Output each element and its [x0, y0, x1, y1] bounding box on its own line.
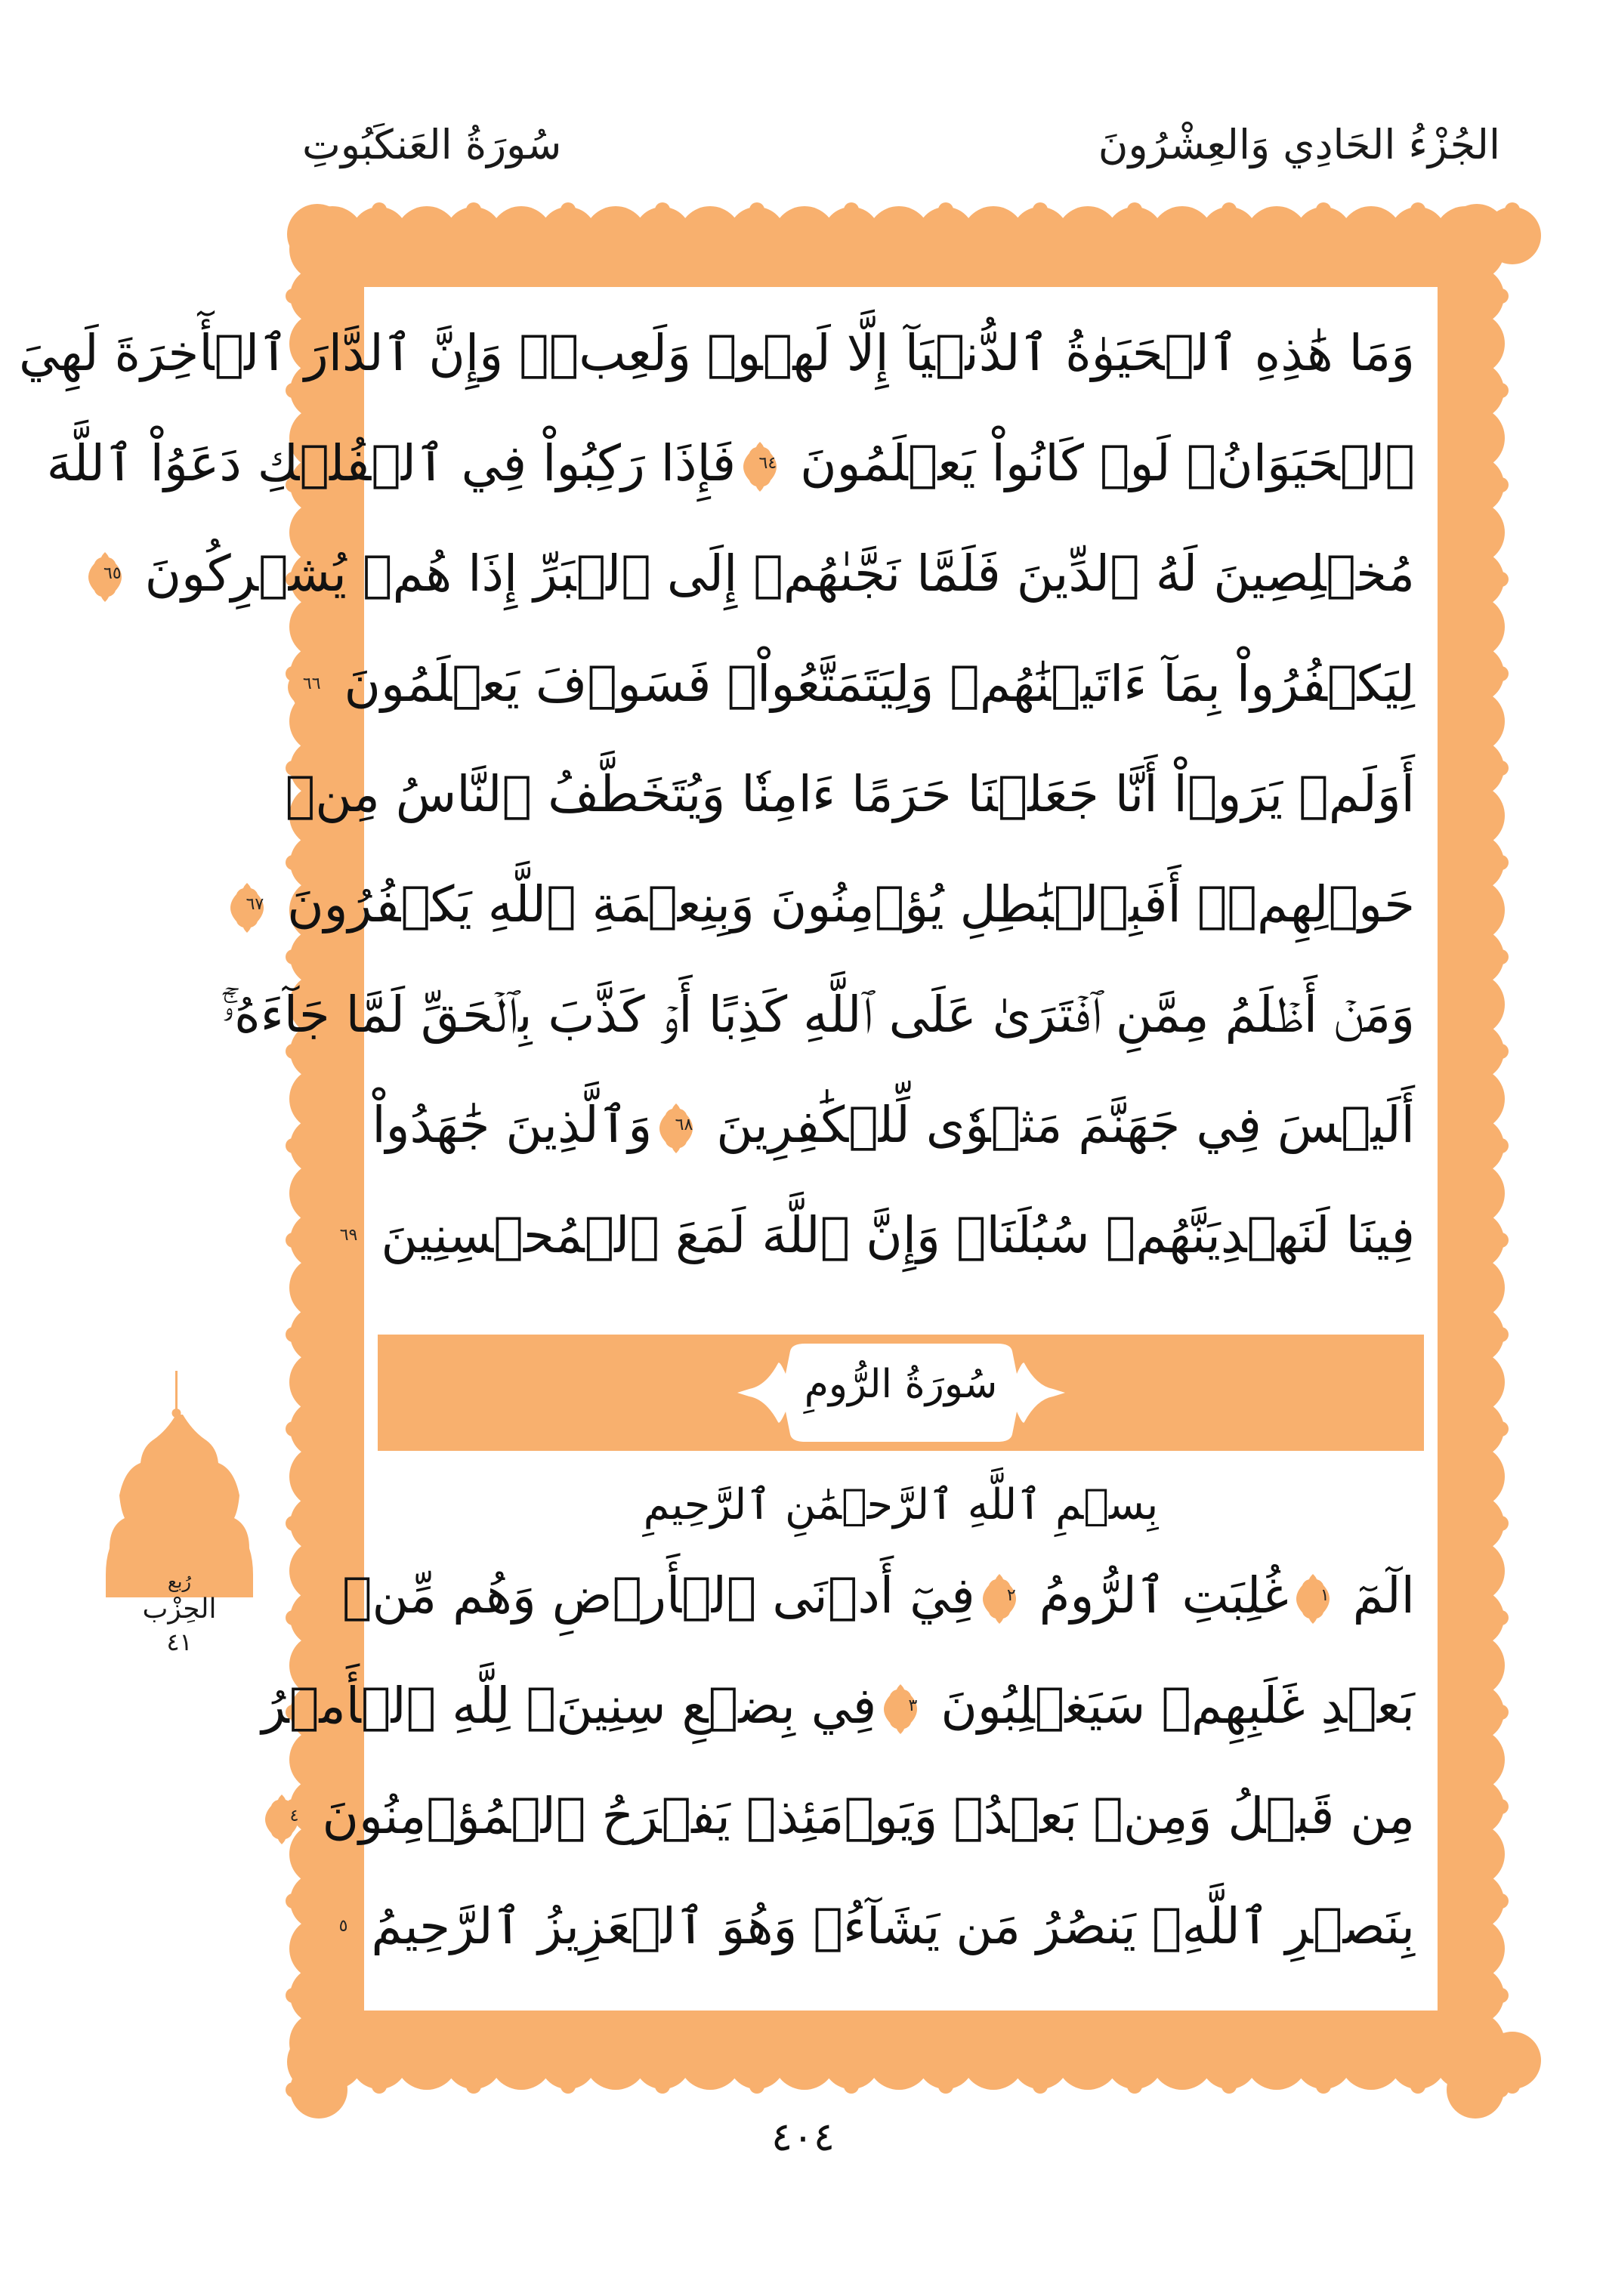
- frame-scallop: [655, 2078, 670, 2094]
- frame-scallop: [749, 2078, 764, 2094]
- frame-scallop: [938, 2078, 953, 2094]
- frame-scallop: [286, 855, 301, 870]
- verse-text: وَٱلَّذِينَ جَٰهَدُواْ: [372, 1096, 653, 1154]
- frame-scallop: [1447, 204, 1507, 264]
- frame-scallop: [1221, 202, 1237, 218]
- frame-scallop: [286, 1610, 301, 1625]
- verse-text: فِي بِضۡعِ سِنِينَۗ لِلَّهِ ٱلۡأَمۡرُ: [261, 1677, 877, 1735]
- frame-scallop: [286, 383, 301, 398]
- ayah-number: ١: [1320, 1585, 1330, 1605]
- ayah-number-marker: [88, 552, 122, 602]
- ayah-number: ٦٩: [339, 1225, 358, 1245]
- frame-scallop: [844, 202, 859, 218]
- verse-text: فَإِذَا رَكِبُواْ فِي ٱلۡفُلۡكِ دَعَوُاْ ٱللَّهَ: [46, 434, 737, 492]
- frame-scallop: [286, 289, 301, 304]
- ayah-number: ٢: [1006, 1585, 1016, 1605]
- frame-scallop: [1493, 1233, 1509, 1248]
- verse-text: مِن قَبۡلُ وَمِنۢ بَعۡدُۚ وَيَوۡمَئِذٖ يَفۡرَحُ ٱلۡمُؤۡمِنُونَ: [322, 1787, 1415, 1845]
- frame-scallop: [1493, 1138, 1509, 1153]
- frame-scallop: [1493, 1893, 1509, 1909]
- ayah-number-marker: [659, 1103, 693, 1153]
- verse-text: وَمَا هَٰذِهِ ٱلۡحَيَوٰةُ ٱلدُّنۡيَآ إِلَّا لَهۡوٞ وَلَعِبٞۚ وَإِنَّ ٱلدَّارَ ٱلۡأٓخِرَةَ لَهِيَ: [19, 324, 1415, 382]
- ayah-number: ٦٨: [675, 1115, 693, 1134]
- frame-scallop: [1493, 572, 1509, 587]
- frame-scallop: [286, 1516, 301, 1531]
- dome-icon: [106, 1371, 253, 1597]
- frame-scallop: [1493, 1610, 1509, 1625]
- ayah-number-marker: [324, 1214, 357, 1264]
- frame-scallop: [286, 1138, 301, 1153]
- frame-scallop: [1410, 202, 1425, 218]
- text-line: [261, 1677, 1415, 1735]
- frame-scallop: [1493, 1799, 1509, 1814]
- frame-scallop: [1493, 383, 1509, 398]
- verse-text: أَوَلَمۡ يَرَوۡاْ أَنَّا جَعَلۡنَا حَرَمًا ءَامِنٗا وَيُتَخَطَّفُ ٱلنَّاسُ مِنۡ: [285, 765, 1415, 823]
- ayah-number-marker: [983, 1574, 1016, 1624]
- frame-scallop: [1033, 2078, 1048, 2094]
- text-line: [302, 655, 1415, 713]
- ayah-number: ٥: [338, 1916, 348, 1936]
- text-line: [289, 1787, 1415, 1845]
- ayah-number: ٤: [289, 1806, 299, 1825]
- verse-text: بَعۡدِ غَلَبِهِمۡ سَيَغۡلِبُونَ: [940, 1677, 1415, 1735]
- text-line: [285, 765, 1415, 823]
- verse-text: مُخۡلِصِينَ لَهُ ٱلدِّينَ فَلَمَّا نَجَّىٰهُمۡ إِلَى ٱلۡبَرِّ إِذَا هُمۡ يُشۡرِكُونَ: [144, 545, 1415, 603]
- verse-text: حَوۡلِهِمۡۚ أَفَبِٱلۡبَٰطِلِ يُؤۡمِنُونَ وَبِنِعۡمَةِ ٱللَّهِ يَكۡفُرُونَ: [287, 875, 1415, 934]
- basmala: بِسۡمِ ٱللَّهِ ٱلرَّحۡمَٰنِ ٱلرَّحِيمِ: [643, 1480, 1159, 1529]
- frame-scallop: [286, 1233, 301, 1248]
- surah-title: سُورَةُ الرُّومِ: [804, 1362, 998, 1407]
- frame-scallop: [1127, 2078, 1142, 2094]
- hizb-number: ٤١: [166, 1628, 193, 1656]
- frame-scallop: [561, 2078, 576, 2094]
- ayah-number-marker: [314, 1905, 347, 1955]
- frame-scallop: [287, 2032, 347, 2092]
- surah-header-banner: [378, 1335, 1424, 1451]
- hizb-label: الحِزْب: [142, 1594, 217, 1625]
- frame-scallop: [287, 204, 347, 264]
- verse-text: الٓمٓ: [1352, 1566, 1415, 1625]
- frame-scallop: [655, 202, 670, 218]
- ayah-number-marker: [288, 662, 321, 712]
- frame-scallop: [1493, 1516, 1509, 1531]
- frame-scallop: [749, 202, 764, 218]
- frame-scallop: [286, 1988, 301, 2003]
- text-line: [46, 434, 1415, 492]
- verse-text: وَمَنۡ أَظۡلَمُ مِمَّنِ ٱفۡتَرَىٰ عَلَى ٱللَّهِ كَذِبًا أَوۡ كَذَّبَ بِٱلۡحَقِّ لَمَّا جَآءَهُۥٓۚ: [221, 986, 1415, 1044]
- ayah-number-marker: [743, 442, 777, 492]
- page-number: ٤٠٤: [771, 2115, 835, 2160]
- frame-scallop: [1493, 1705, 1509, 1720]
- frame-scallop: [1493, 1044, 1509, 1059]
- frame-scallop: [844, 2078, 859, 2094]
- ayah-number: ٣: [908, 1696, 918, 1715]
- frame-scallop: [1493, 666, 1509, 681]
- text-line: [341, 1566, 1415, 1625]
- text-line: [372, 1096, 1415, 1154]
- frame-scallop: [286, 1893, 301, 1909]
- frame-scallop: [286, 1421, 301, 1437]
- frame-scallop: [1316, 202, 1331, 218]
- frame-scallop: [561, 202, 576, 218]
- ayah-number: ٦٦: [302, 674, 321, 693]
- verse-text: أَلَيۡسَ فِي جَهَنَّمَ مَثۡوٗى لِّلۡكَٰفِرِينَ: [716, 1096, 1415, 1154]
- running-surah-title: سُورَةُ العَنكَبُوتِ: [302, 121, 562, 168]
- frame-scallop: [286, 949, 301, 964]
- frame-scallop: [1493, 477, 1509, 492]
- text-line: [19, 324, 1415, 382]
- frame-scallop: [1493, 949, 1509, 964]
- frame-scallop: [466, 202, 481, 218]
- frame-scallop: [286, 1327, 301, 1342]
- ayah-number: ٦٤: [758, 453, 777, 473]
- frame-scallop: [1221, 2078, 1237, 2094]
- verse-text: فِيٓ أَدۡنَى ٱلۡأَرۡضِ وَهُم مِّنۢ: [341, 1566, 975, 1625]
- frame-scallop: [466, 2078, 481, 2094]
- text-line: [103, 545, 1415, 603]
- frame-scallop: [372, 2078, 387, 2094]
- verse-text: غُلِبَتِ ٱلرُّومُ: [1039, 1566, 1289, 1625]
- hizb-marker: [106, 1371, 253, 1656]
- verse-text: ٱلۡحَيَوَانُۚ لَوۡ كَانُواْ يَعۡلَمُونَ: [800, 434, 1415, 492]
- frame-scallop: [1493, 1988, 1509, 2003]
- text-line: [339, 1206, 1415, 1264]
- frame-scallop: [1493, 1327, 1509, 1342]
- frame-scallop: [1493, 761, 1509, 776]
- text-line: [221, 986, 1415, 1044]
- ayah-number-marker: [265, 1795, 298, 1844]
- verse-text: بِنَصۡرِ ٱللَّهِۚ يَنصُرُ مَن يَشَآءُۖ وَهُوَ ٱلۡعَزِيزُ ٱلرَّحِيمُ: [371, 1897, 1415, 1955]
- frame-scallop: [1447, 2032, 1507, 2092]
- ayah-number: ٦٧: [246, 894, 264, 914]
- frame-scallop: [1316, 2078, 1331, 2094]
- ayah-number-marker: [230, 883, 264, 933]
- frame-scallop: [1410, 2078, 1425, 2094]
- text-line: [246, 875, 1415, 934]
- frame-scallop: [286, 1044, 301, 1059]
- ayah-number-marker: [884, 1684, 917, 1734]
- frame-scallop: [1493, 289, 1509, 304]
- frame-scallop: [1505, 202, 1520, 218]
- frame-scallop: [372, 202, 387, 218]
- frame-scallop: [1127, 202, 1142, 218]
- frame-scallop: [1493, 855, 1509, 870]
- ayah-number-marker: [1296, 1574, 1330, 1624]
- frame-scallop: [1033, 202, 1048, 218]
- hizb-quarter-label: رُبع: [167, 1571, 192, 1592]
- verse-text: فِينَا لَنَهۡدِيَنَّهُمۡ سُبُلَنَاۚ وَإِنَّ ٱللَّهَ لَمَعَ ٱلۡمُحۡسِنِينَ: [381, 1206, 1415, 1264]
- verse-text: لِيَكۡفُرُواْ بِمَآ ءَاتَيۡنَٰهُمۡ وَلِيَتَمَتَّعُواْۖ فَسَوۡفَ يَعۡلَمُونَ: [344, 655, 1415, 713]
- frame-scallop: [938, 202, 953, 218]
- ayah-number: ٦٥: [103, 563, 122, 583]
- juz-title: الجُزْءُ الحَادِي وَالعِشْرُونَ: [1098, 121, 1500, 168]
- frame-scallop: [1493, 1421, 1509, 1437]
- text-line: [338, 1897, 1415, 1955]
